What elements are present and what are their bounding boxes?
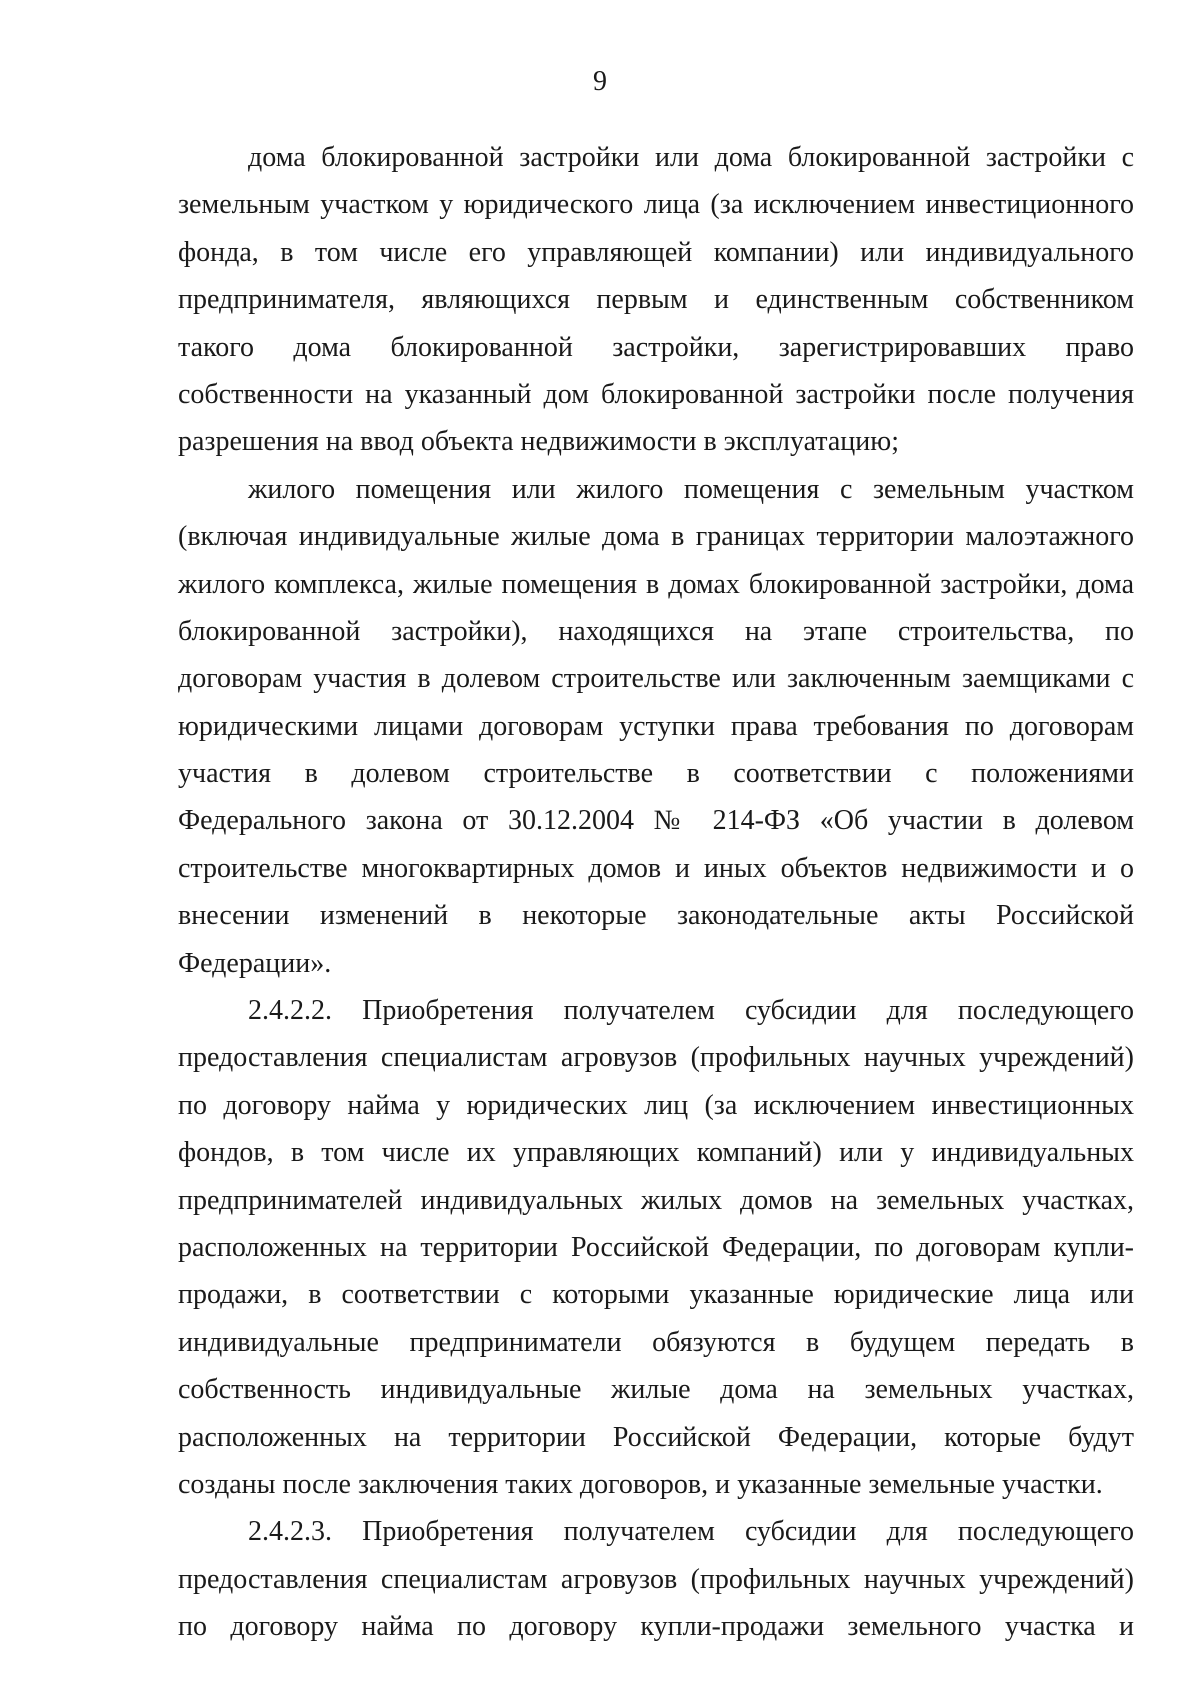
text-line: фонда, в том числе его управляющей компании) или индивидуального — [178, 236, 1134, 268]
text-line: такого дома блокированной застройки, зарегистрировавших право — [178, 331, 1134, 363]
text-line: Федерального закона от 30.12.2004 № 214-ФЗ «Об участии в долевом — [178, 805, 1134, 837]
text-line: предпринимателей индивидуальных жилых домов на земельных участках, — [178, 1184, 1134, 1216]
text-line: собственности на указанный дом блокированной застройки после получения — [178, 378, 1134, 410]
text-line: созданы после заключения таких договоров, и указанные земельные участки. — [178, 1468, 1103, 1500]
text-line: предоставления специалистам агровузов (профильных научных учреждений) — [178, 1563, 1134, 1595]
text-line: строительстве многоквартирных домов и иных объектов недвижимости и о — [178, 852, 1134, 884]
text-line: (включая индивидуальные жилые дома в границах территории малоэтажного — [178, 521, 1134, 553]
text-line: расположенных на территории Российской Федерации, которые будут — [178, 1421, 1134, 1453]
text-line: внесении изменений в некоторые законодательные акты Российской — [178, 900, 1134, 932]
text-line: разрешения на ввод объекта недвижимости в эксплуатацию; — [178, 426, 899, 458]
text-line: расположенных на территории Российской Федерации, по договорам купли- — [178, 1231, 1134, 1263]
text-line: дома блокированной застройки или дома блокированной застройки с — [248, 142, 1134, 173]
text-line: Федерации». — [178, 947, 332, 979]
text-line: блокированной застройки), находящихся на этапе строительства, по — [178, 615, 1134, 647]
text-line: по договору найма у юридических лиц (за исключением инвестиционных — [178, 1089, 1134, 1121]
text-line: 2.4.2.2. Приобретения получателем субсидии для последующего — [248, 995, 1134, 1027]
text-line: участия в долевом строительстве в соответствии с положениями — [178, 758, 1134, 790]
text-line: собственность индивидуальные жилые дома на земельных участках, — [178, 1374, 1134, 1406]
page-number: 9 — [593, 66, 607, 97]
text-line: договорам участия в долевом строительстве или заключенным заемщиками с — [178, 663, 1134, 695]
text-line: по договору найма по договору купли-продажи земельного участка и — [178, 1611, 1134, 1643]
text-line: предоставления специалистам агровузов (профильных научных учреждений) — [178, 1042, 1134, 1074]
text-line: 2.4.2.3. Приобретения получателем субсидии для последующего — [248, 1516, 1134, 1548]
text-line: предпринимателя, являющихся первым и единственным собственником — [178, 284, 1134, 316]
text-line: жилого комплекса, жилые помещения в домах блокированной застройки, дома — [178, 568, 1134, 600]
text-line: продажи, в соответствии с которыми указанные юридические лица или — [178, 1279, 1134, 1311]
text-line: юридическими лицами договорам уступки права требования по договорам — [178, 710, 1134, 742]
document-body — [178, 134, 1134, 1651]
text-line: фондов, в том числе их управляющих компаний) или у индивидуальных — [178, 1137, 1134, 1169]
text-line: земельным участком у юридического лица (за исключением инвестиционного — [178, 189, 1134, 221]
text-line: жилого помещения или жилого помещения с земельным участком — [248, 473, 1134, 505]
text-line: индивидуальные предприниматели обязуются в будущем передать в — [178, 1326, 1134, 1358]
